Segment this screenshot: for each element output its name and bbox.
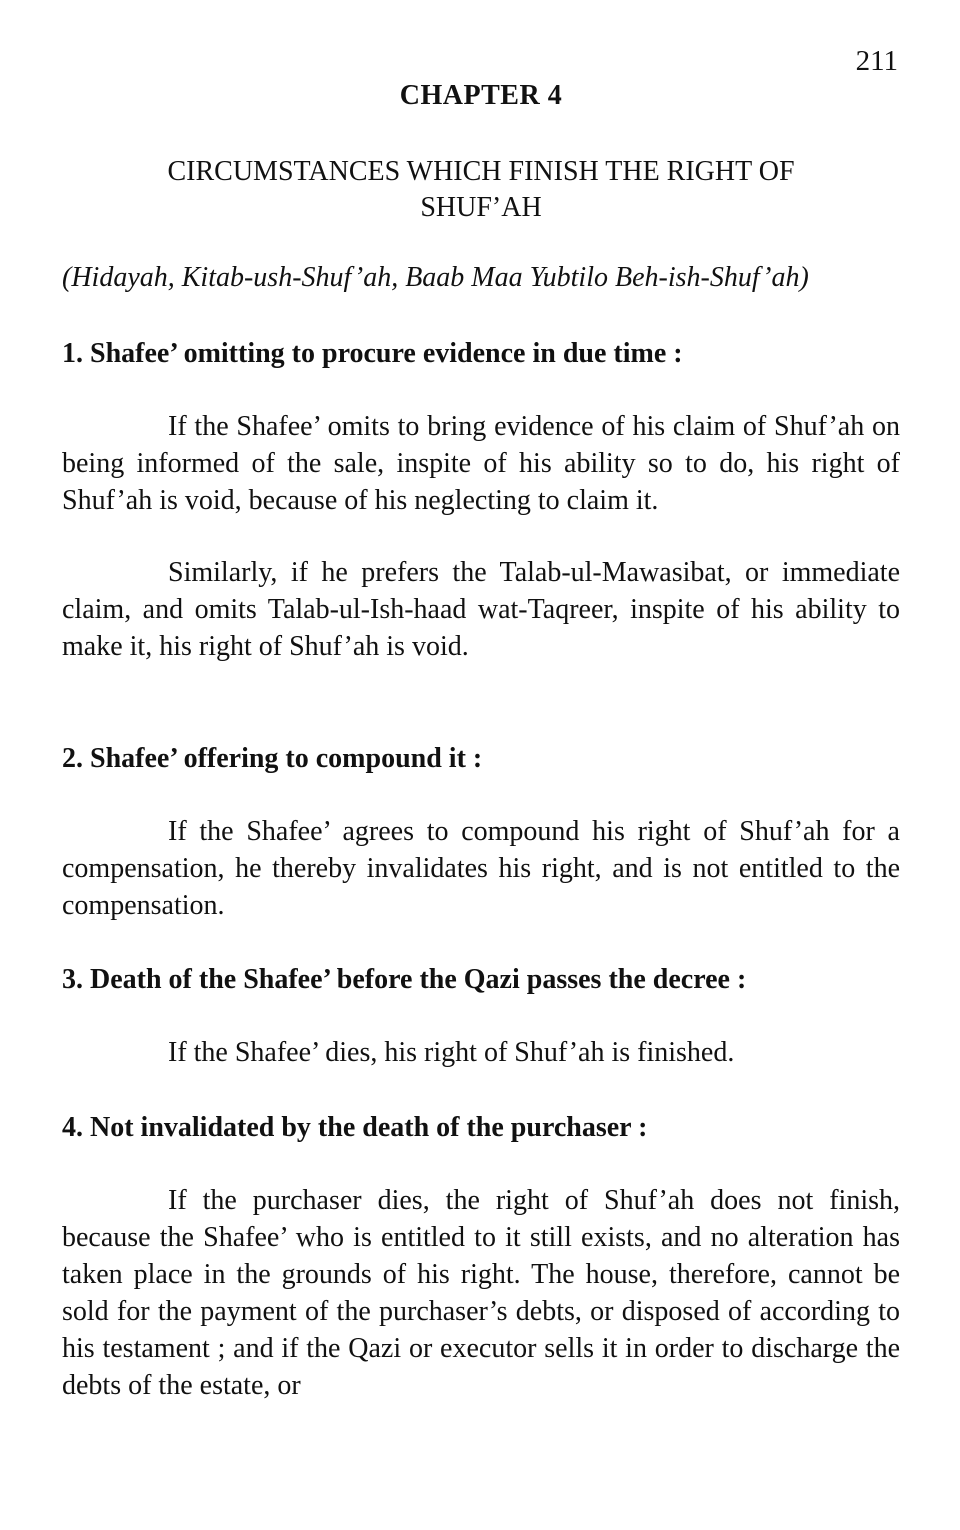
section-4 xyxy=(62,1112,900,1404)
section-heading: 1. Shafee’ omitting to procure evidence in due time : xyxy=(62,338,683,369)
paragraph: If the purchaser dies, the right of Shuf’ah does not finish, because the Shafee’ who is entitled to it still exists, and no alteration has taken place in the grounds of his right. The house, therefore, cannot be sold for the payment of the purchaser’s debts, or disposed of according to his testament ; and if the Qazi or executor sells it in order to discharge the debts of the estate, or xyxy=(62,1185,900,1401)
section-2 xyxy=(62,743,900,924)
paragraph: If the Shafee’ agrees to compound his right of Shuf’ah for a compensation, he thereby invalidates his right, and is not entitled to the compensation. xyxy=(62,816,900,921)
section-3 xyxy=(62,964,900,1071)
paragraph: Similarly, if he prefers the Talab-ul-Mawasibat, or immediate claim, and omits Talab-ul-Ish-haad wat-Taqreer, inspite of his ability to make it, his right of Shuf’ah is void. xyxy=(62,557,900,662)
chapter-title-line-2: SHUF’AH xyxy=(420,192,542,223)
section-1 xyxy=(62,338,900,665)
section-heading: 4. Not invalidated by the death of the purchaser : xyxy=(62,1112,648,1143)
source-citation: (Hidayah, Kitab-ush-Shuf’ah, Baab Maa Yubtilo Beh-ish-Shuf’ah) xyxy=(62,262,809,293)
section-heading: 2. Shafee’ offering to compound it : xyxy=(62,743,483,774)
chapter-title-line-1: CIRCUMSTANCES WHICH FINISH THE RIGHT OF xyxy=(167,156,795,187)
chapter-heading: CHAPTER 4 xyxy=(399,80,563,111)
chapter-title xyxy=(62,154,900,226)
section-heading: 3. Death of the Shafee’ before the Qazi passes the decree : xyxy=(62,964,747,995)
page-number: 211 xyxy=(855,45,898,77)
paragraph: If the Shafee’ omits to bring evidence of his claim of Shuf’ah on being informed of the sale, inspite of his ability so to do, his right of Shuf’ah is void, because of his neglecting to claim it. xyxy=(62,411,900,516)
paragraph: If the Shafee’ dies, his right of Shuf’ah is finished. xyxy=(168,1037,735,1068)
